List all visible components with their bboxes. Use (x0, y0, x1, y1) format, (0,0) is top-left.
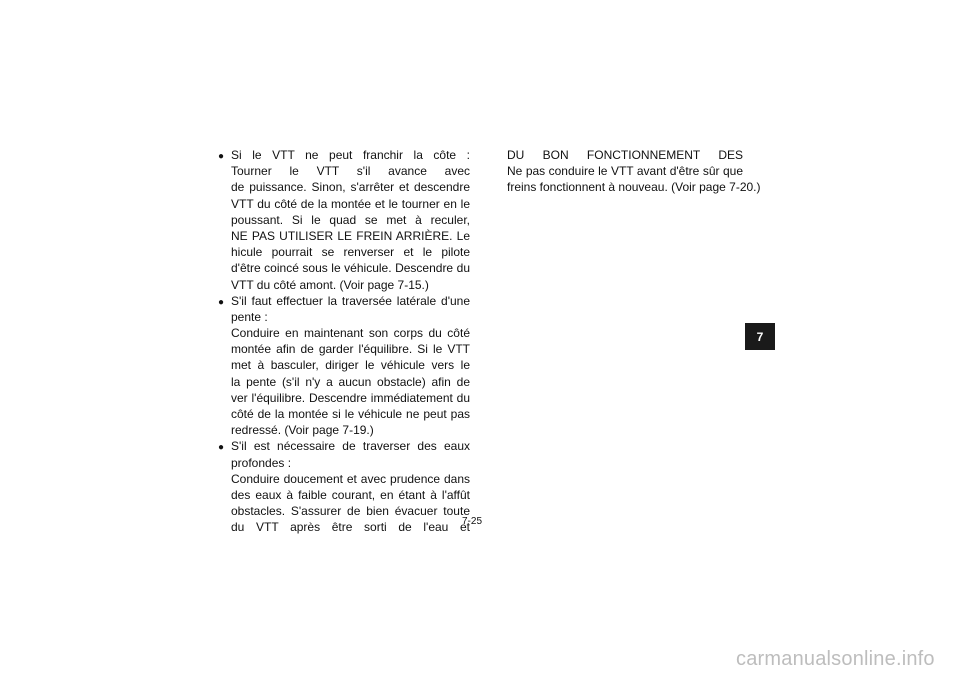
right-column (507, 147, 761, 196)
text-line: VTT du côté de la montée et le tourner en le (231, 196, 470, 211)
text-line: de puissance. Sinon, s'arrêter et descendre (231, 180, 470, 195)
bullet-dot-icon: ● (218, 151, 225, 162)
text-line: profondes : (231, 455, 292, 470)
text-line: hicule pourrait se renverser et le pilote (231, 245, 470, 260)
text-line: pente : (231, 309, 268, 324)
text-line: montée afin de garder l'équilibre. Si le VTT (231, 342, 470, 357)
bullet-first-line: ● S'il est nécessaire de traverser des eaux (218, 438, 470, 454)
page-number: 7-25 (462, 516, 483, 527)
text-line: NE PAS UTILISER LE FREIN ARRIÈRE. Le (231, 228, 470, 243)
watermark: carmanualsonline.info (736, 648, 935, 670)
text-line: poussant. Si le quad se met à reculer, (231, 212, 470, 227)
chapter-tab: 7 (745, 323, 775, 350)
bullet-item-traverse-slope (218, 293, 470, 439)
left-column (218, 147, 470, 536)
text-line: DU BON FONCTIONNEMENT DES (507, 148, 743, 162)
bullet-first-line: ● S'il faut effectuer la traversée latérale d'une (218, 293, 470, 309)
text-line: Conduire doucement et avec prudence dans (231, 471, 470, 486)
bullet-item-shallow-water (218, 438, 470, 535)
text-line: freins fonctionnent à nouveau. (Voir page 7-20.) (507, 180, 761, 195)
bullet-item-hill-climb (218, 147, 470, 293)
text-line: redressé. (Voir page 7-19.) (231, 423, 374, 438)
text-line: la pente (s'il n'y a aucun obstacle) afin de (231, 374, 470, 389)
bullet-first-line: ● Si le VTT ne peut franchir la côte : (218, 147, 470, 163)
text-line: du VTT après être sorti de l'eau et (231, 520, 470, 535)
text-line: ver l'équilibre. Descendre immédiatement du (231, 390, 470, 405)
text-line: VTT du côté amont. (Voir page 7-15.) (231, 277, 429, 292)
text-line: met à basculer, diriger le véhicule vers le (231, 358, 470, 373)
text-line: Tourner le VTT s'il avance avec (231, 164, 470, 179)
text-line: obstacles. S'assurer de bien évacuer toute (231, 504, 470, 519)
text-line: Ne pas conduire le VTT avant d'être sûr que (507, 164, 743, 179)
bullet-dot-icon: ● (218, 296, 225, 308)
text-line: côté de la montée si le véhicule ne peut pas (231, 407, 470, 421)
text-line: d'être coincé sous le véhicule. Descendre du (231, 261, 470, 276)
bullet-dot-icon: ● (218, 442, 225, 454)
text-line: des eaux à faible courant, en étant à l'affût (231, 487, 470, 502)
text-line: Conduire en maintenant son corps du côté (231, 326, 470, 341)
